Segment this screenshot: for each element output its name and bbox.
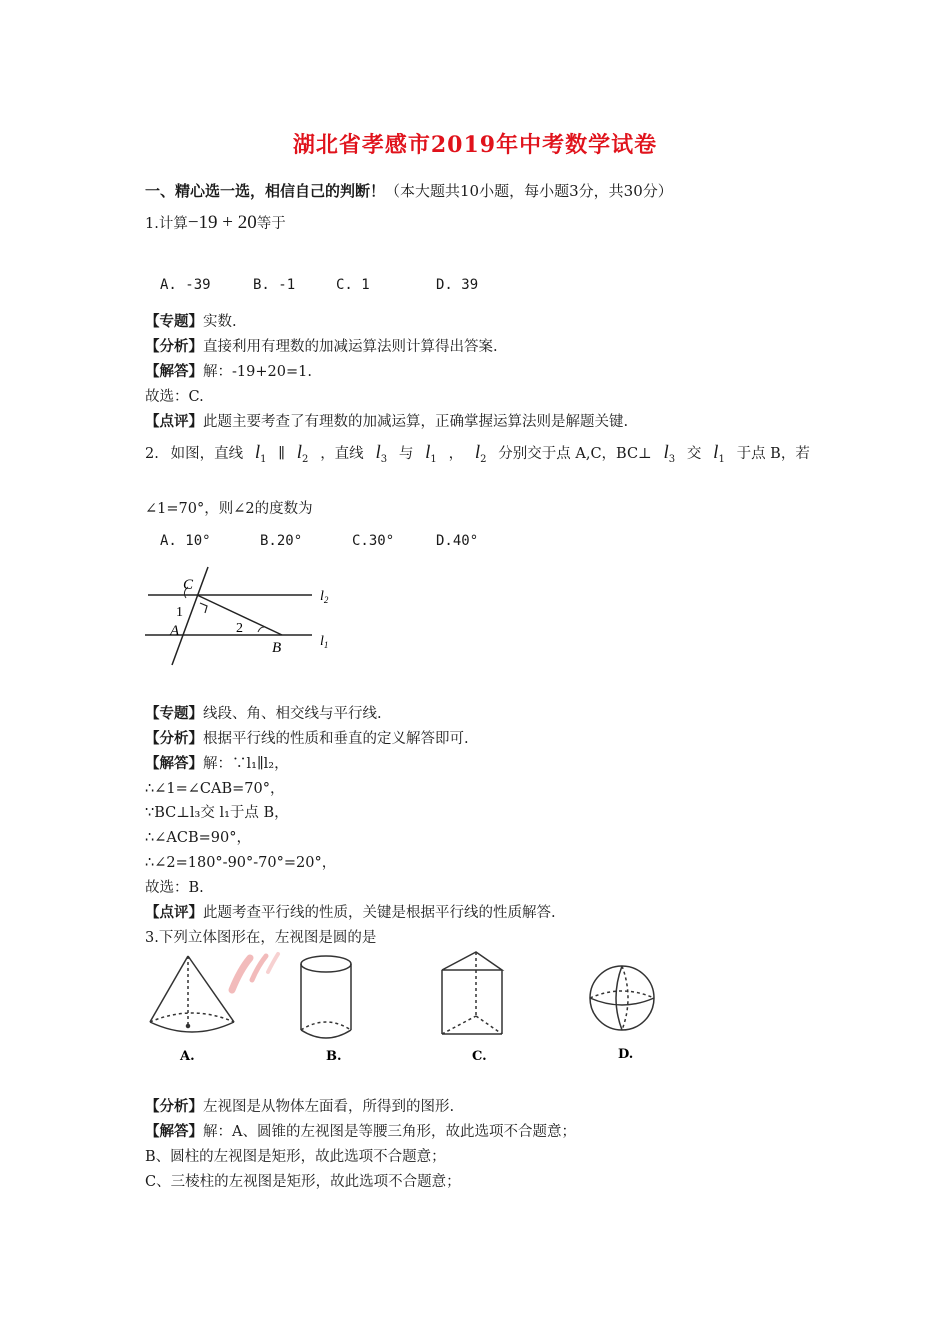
jieda-tag: 【解答】 (145, 1124, 203, 1140)
l1-letter: l (320, 634, 324, 649)
fenxi-text: 直接利用有理数的加减运算法则计算得出答案. (203, 339, 498, 355)
section-note: （本大题共10小题，每小题3分，共30分） (385, 182, 673, 200)
caption-a: A. (180, 1049, 195, 1064)
q1-option-b: B. -1 (253, 277, 296, 293)
q2-text: 交 (686, 446, 702, 462)
q2-text: 与 (398, 446, 414, 462)
q2-line2: ∠1=70°，则∠2的度数为 (145, 501, 313, 517)
q2-step-4: ∴∠2=180°-90°-70°=20°， (145, 855, 337, 871)
q1-jieda (145, 360, 312, 381)
question-3: 3.下列立体图形在，左视图是圆的是 (145, 930, 377, 946)
l-symbol: l (375, 442, 381, 463)
fenxi-text: 根据平行线的性质和垂直的定义解答即可. (203, 731, 469, 747)
l-sub: 2 (480, 453, 487, 465)
fenxi-tag: 【分析】 (145, 1099, 203, 1115)
sphere-figure (590, 966, 654, 1030)
l2-sub: 2 (323, 595, 329, 605)
q1-zhuanti (145, 310, 237, 331)
q2-l1b (425, 442, 437, 465)
q3-line-c: C、三棱柱的左视图是矩形，故此选项不合题意； (145, 1174, 461, 1190)
jieda-text: 解：A、圆锥的左视图是等腰三角形，故此选项不合题意； (203, 1124, 576, 1140)
q1-suffix: 等于 (256, 216, 286, 232)
q2-zhuanti (145, 702, 382, 723)
label-1: 1 (176, 605, 183, 620)
caption-d: D. (618, 1047, 634, 1062)
q2-l3b (663, 442, 675, 465)
dianping-text: 此题主要考查了有理数的加减运算，正确掌握运算法则是解题关键. (203, 414, 629, 430)
l-sub: 3 (668, 453, 676, 465)
l-sub: 1 (430, 453, 437, 465)
q2-option-c: C.30° (352, 533, 395, 549)
fenxi-tag: 【分析】 (145, 731, 203, 747)
q2-text: 于点 B，若 (736, 446, 810, 462)
q2-step-3: ∴∠ACB=90°， (145, 830, 251, 846)
question-2 (145, 442, 810, 465)
q2-number: 2. (145, 446, 159, 462)
q3-fenxi (145, 1095, 454, 1116)
q2-option-b: B.20° (260, 533, 303, 549)
cone-figure (150, 956, 234, 1032)
q1-option-c: C. 1 (336, 277, 370, 293)
q1-expression: −19 + 20 (187, 212, 257, 233)
l2-letter: l (320, 589, 324, 604)
q1-option-d: D. 39 (436, 277, 479, 293)
l-sub: 1 (260, 453, 267, 465)
l-symbol: l (296, 442, 303, 463)
q2-answer: 故选：B. (145, 880, 204, 896)
l-symbol: l (254, 442, 261, 463)
q2-text: ，直线 (320, 446, 364, 462)
q2-option-a: A. 10° (160, 533, 211, 549)
q2-l1 (255, 442, 267, 465)
label-l2 (320, 589, 329, 605)
fenxi-text: 左视图是从物体左面看，所得到的图形. (203, 1099, 455, 1115)
l-symbol: l (663, 442, 669, 463)
q1-option-a: A. -39 (160, 277, 211, 293)
q2-option-d: D.40° (436, 533, 479, 549)
q2-l2b (475, 442, 487, 465)
q1-fenxi (145, 335, 498, 356)
l1-sub: 1 (323, 640, 329, 650)
q2-l2 (297, 442, 309, 465)
label-2: 2 (236, 621, 243, 636)
stamp-mark (232, 954, 278, 990)
label-a: A (170, 623, 180, 639)
l-symbol: l (425, 442, 431, 463)
q2-dianping (145, 901, 556, 922)
q2-fenxi (145, 727, 469, 748)
angle-2-arc (258, 627, 264, 632)
caption-b: B. (326, 1049, 342, 1064)
l-sub: 3 (380, 453, 388, 465)
q2-text: 如图，直线 (170, 446, 244, 462)
zhuanti-tag: 【专题】 (145, 706, 203, 722)
zhuanti-tag: 【专题】 (145, 314, 203, 330)
jieda-text: 解：-19+20=1. (203, 364, 312, 380)
q2-jieda (145, 752, 289, 773)
section-header (145, 180, 673, 201)
l-sub: 2 (302, 453, 309, 465)
q3-line-b: B、圆柱的左视图是矩形，故此选项不合题意； (145, 1149, 446, 1165)
q2-step-2: ∵BC⊥l₃交 l₁于点 B， (145, 805, 289, 821)
jieda-tag: 【解答】 (145, 364, 203, 380)
dianping-tag: 【点评】 (145, 905, 203, 921)
q2-l1c (713, 442, 725, 465)
jieda-tag: 【解答】 (145, 756, 203, 772)
dianping-text: 此题考查平行线的性质，关键是根据平行线的性质解答. (203, 905, 556, 921)
q2-parallel: ∥ (278, 446, 285, 462)
q2-l3 (375, 442, 387, 465)
q2-text: 分别交于点 A,C，BC⊥ (498, 446, 652, 462)
q2-figure (140, 565, 340, 665)
caption-c: C. (472, 1049, 487, 1064)
cylinder-figure (301, 956, 351, 1038)
label-l1 (320, 634, 328, 650)
label-c: C (183, 577, 194, 593)
q3-jieda (145, 1120, 576, 1141)
fenxi-tag: 【分析】 (145, 339, 203, 355)
page-title: 湖北省孝感市2019年中考数学试卷 (292, 132, 658, 158)
q1-answer: 故选：C. (145, 389, 204, 405)
l-sub: 1 (718, 453, 725, 465)
l-symbol: l (713, 442, 719, 463)
q2-text: ， (448, 446, 464, 462)
l-symbol: l (474, 442, 481, 463)
zhuanti-text: 实数. (203, 314, 237, 330)
jieda-text: 解：∵l₁∥l₂， (203, 756, 289, 772)
prism-figure (442, 952, 502, 1034)
question-1 (145, 212, 286, 234)
dianping-tag: 【点评】 (145, 414, 203, 430)
q3-figures (140, 950, 670, 1070)
zhuanti-text: 线段、角、相交线与平行线. (203, 706, 382, 722)
section-head: 一、精心选一选，相信自己的判断！ (145, 182, 386, 200)
q1-dianping (145, 410, 628, 431)
q2-step-1: ∴∠1=∠CAB=70°， (145, 781, 285, 797)
q1-prefix: 1.计算 (145, 216, 188, 232)
label-b: B (272, 640, 282, 656)
right-angle-mark (200, 603, 207, 613)
